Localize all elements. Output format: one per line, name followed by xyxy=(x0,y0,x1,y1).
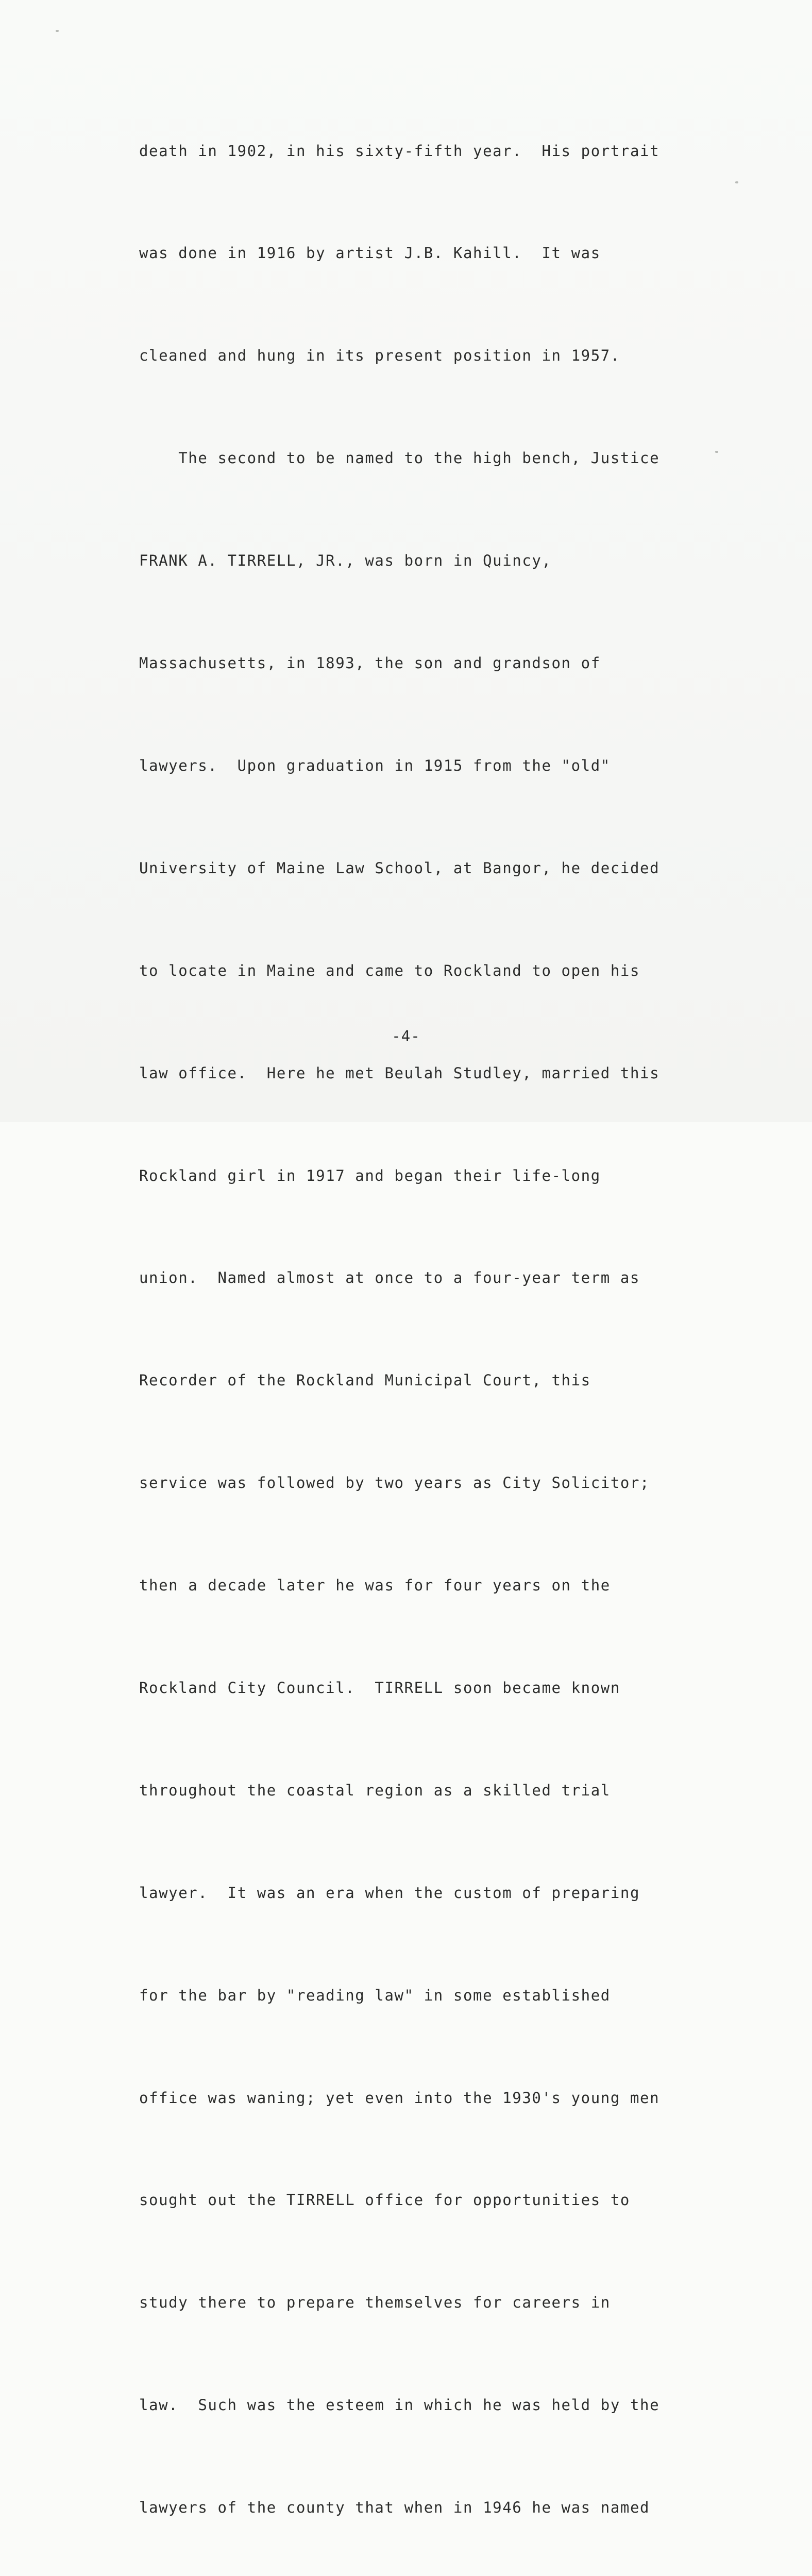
text-line: was done in 1916 by artist J.B. Kahill. It was xyxy=(139,244,601,262)
text-line: The second to be named to the high bench, Justice xyxy=(139,449,660,467)
text-line: sought out the TIRRELL office for opportunities to xyxy=(139,2191,630,2209)
page-number: -4- xyxy=(392,1027,420,1045)
text-line: union. Named almost at once to a four-year term as xyxy=(139,1269,640,1287)
text-line: University of Maine Law School, at Bangor, he decided xyxy=(139,859,660,877)
text-line: to locate in Maine and came to Rockland to open his xyxy=(139,961,640,979)
paper-speck xyxy=(56,30,59,32)
text-line: Rockland City Council. TIRRELL soon became known xyxy=(139,1679,620,1697)
text-line: service was followed by two years as City Solicitor; xyxy=(139,1474,650,1492)
text-line: office was waning; yet even into the 1930's young men xyxy=(139,2089,660,2107)
text-line: law. Such was the esteem in which he was held by the xyxy=(139,2396,660,2414)
text-line: cleaned and hung in its present position in 1957. xyxy=(139,347,620,365)
text-line: FRANK A. TIRRELL, JR., was born in Quincy, xyxy=(139,552,552,570)
paper-speck xyxy=(735,181,738,183)
text-line: Massachusetts, in 1893, the son and grandson of xyxy=(139,654,601,672)
body-text xyxy=(139,65,711,2576)
text-line: throughout the coastal region as a skilled trial xyxy=(139,1781,611,1799)
paper-speck xyxy=(715,451,718,453)
text-line: Recorder of the Rockland Municipal Court, this xyxy=(139,1371,591,1389)
text-line: lawyers of the county that when in 1946 he was named xyxy=(139,2499,650,2517)
text-line: lawyers. Upon graduation in 1915 from the "old" xyxy=(139,756,611,774)
text-line: study there to prepare themselves for careers in xyxy=(139,2294,611,2312)
text-line: death in 1902, in his sixty-fifth year. His portrait xyxy=(139,142,660,160)
text-line: for the bar by "reading law" in some established xyxy=(139,1986,611,2004)
text-line: Rockland girl in 1917 and began their life-long xyxy=(139,1166,601,1184)
text-line: then a decade later he was for four years on the xyxy=(139,1577,611,1595)
text-line: law office. Here he met Beulah Studley, married this xyxy=(139,1064,660,1082)
text-line: lawyer. It was an era when the custom of preparing xyxy=(139,1884,640,1902)
